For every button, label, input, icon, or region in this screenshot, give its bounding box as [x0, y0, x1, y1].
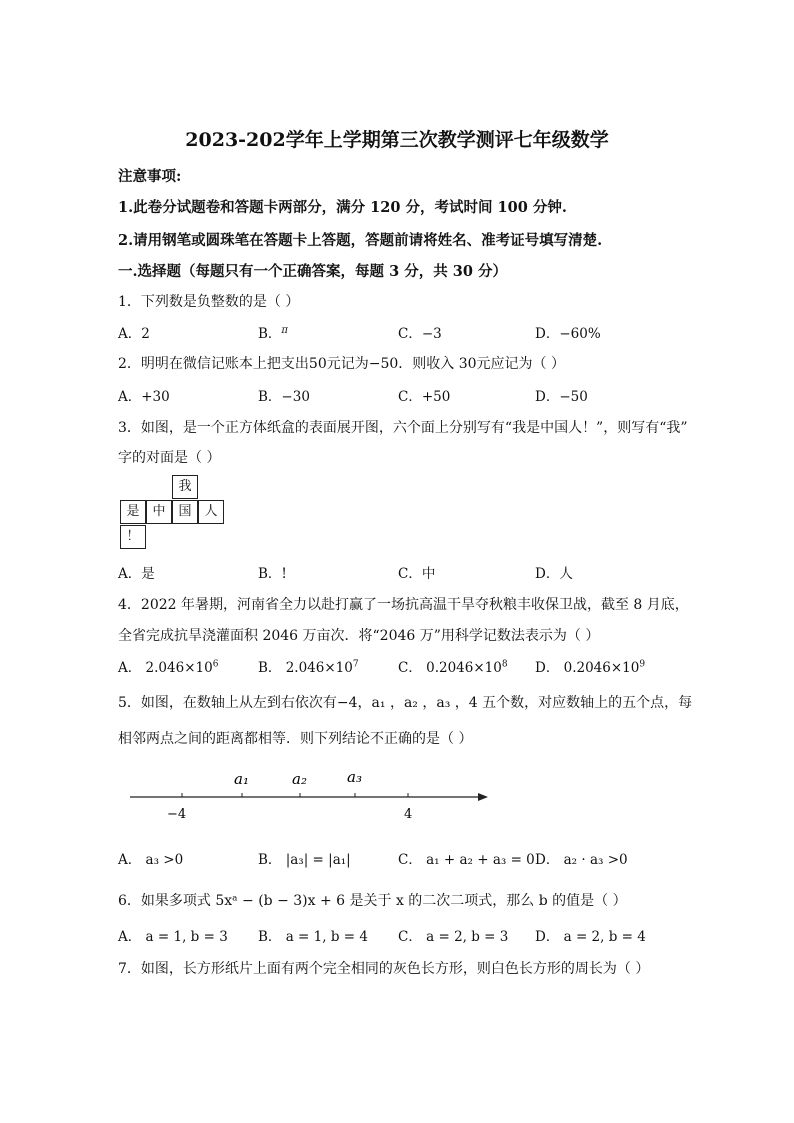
q4-option-c: C． $0.2046\times 10^8$: [398, 659, 508, 676]
page-title: 2023-202学年上学期第三次教学测评七年级数学: [185, 129, 609, 151]
cube-face-ren: 人: [198, 500, 224, 524]
q6-option-a: A． a = 1, b = 3: [118, 929, 228, 945]
q3-option-a: A．是: [118, 566, 155, 582]
question-4-stem-line1: 4．2022 年暑期，河南省全力以赴打赢了一场抗高温干旱夺秋粮丰收保卫战，截至 8 月底，: [118, 597, 689, 613]
label-a3: a₃: [347, 768, 362, 786]
label-a1: a₁: [234, 770, 249, 788]
question-5-stem-line2: 相邻两点之间的距离都相等．则下列结论不正确的是（ ）: [118, 731, 473, 747]
cube-face-exclaim: ！: [120, 525, 146, 549]
q3-option-b: B．!: [258, 566, 287, 582]
tick-label-neg4: −4: [167, 807, 187, 822]
label-a2: a₂: [292, 770, 307, 788]
q2-option-c: C．+50: [398, 389, 451, 405]
q5-option-a: A． a₃ >0: [118, 852, 184, 868]
question-2-stem: 2．明明在微信记账本上把支出50元记为−50．则收入 30元应记为（ ）: [118, 356, 565, 372]
question-5-stem-line1: 5．如图，在数轴上从左到右依次有−4，a₁ ，a₂ ，a₃ ，4 五个数，对应数轴上的五个点，每: [118, 695, 693, 711]
question-3-stem-line1: 3．如图，是一个正方体纸盒的表面展开图，六个面上分别写有“我是中国人！”，则写有“我”: [118, 420, 688, 436]
q6-option-b: B． a = 1, b = 4: [258, 929, 368, 945]
tick-label-4: 4: [404, 807, 413, 822]
q3-option-c: C．中: [398, 566, 436, 582]
q2-option-d: D．−50: [535, 389, 588, 405]
q4-option-a: A． $2.046\times 10^6$: [118, 659, 219, 676]
q1-option-d: D．−60%: [535, 326, 601, 342]
question-3-stem-line2: 字的对面是（ ）: [118, 450, 221, 466]
cube-face-wo: 我: [172, 475, 198, 499]
q1-option-b: B．$^\pi$: [258, 325, 288, 342]
question-4-stem-line2: 全省完成抗旱浇灌面积 2046 万亩次．将“2046 万”用科学记数法表示为（ ）: [118, 628, 600, 644]
axis-arrow: [478, 793, 488, 801]
q5-option-b: B． |a₃| = |a₁|: [258, 852, 351, 868]
q5-option-d: D． a₂ · a₃ >0: [535, 852, 628, 868]
q5-option-c: C． a₁ + a₂ + a₃ = 0: [398, 852, 535, 868]
q2-option-b: B．−30: [258, 389, 310, 405]
cube-face-zhong: 中: [146, 500, 172, 524]
number-line-figure: [120, 760, 500, 830]
q4-option-b: B． $2.046\times 10^7$: [258, 659, 359, 676]
q2-option-a: A．+30: [118, 389, 170, 405]
q6-option-c: C． a = 2, b = 3: [398, 929, 509, 945]
section-heading: 一.选择题（每题只有一个正确答案，每题 3 分，共 30 分）: [118, 263, 508, 280]
question-7-stem: 7．如图，长方形纸片上面有两个完全相同的灰色长方形，则白色长方形的周长为（ ）: [118, 961, 650, 977]
question-6-stem: 6．如果多项式 5xᵃ − (b − 3)x + 6 是关于 x 的二次二项式，那么 b 的值是（ ）: [118, 893, 627, 909]
notes-heading: 注意事项:: [118, 168, 182, 185]
cube-face-shi: 是: [120, 500, 146, 524]
note-2: 2.请用钢笔或圆珠笔在答题卡上答题，答题前请将姓名、准考证号填写清楚.: [118, 232, 603, 249]
q1-option-c: C．−3: [398, 326, 442, 342]
question-1-stem: 1．下列数是负整数的是（ ）: [118, 294, 300, 310]
q1-option-a: A．2: [118, 326, 150, 342]
q4-option-d: D． $0.2046\times 10^9$: [535, 659, 646, 676]
q6-option-d: D． a = 2, b = 4: [535, 929, 646, 945]
q3-option-d: D．人: [535, 566, 573, 582]
note-1: 1.此卷分试题卷和答题卡两部分，满分 120 分，考试时间 100 分钟.: [118, 199, 567, 216]
cube-face-guo: 国: [172, 500, 198, 524]
